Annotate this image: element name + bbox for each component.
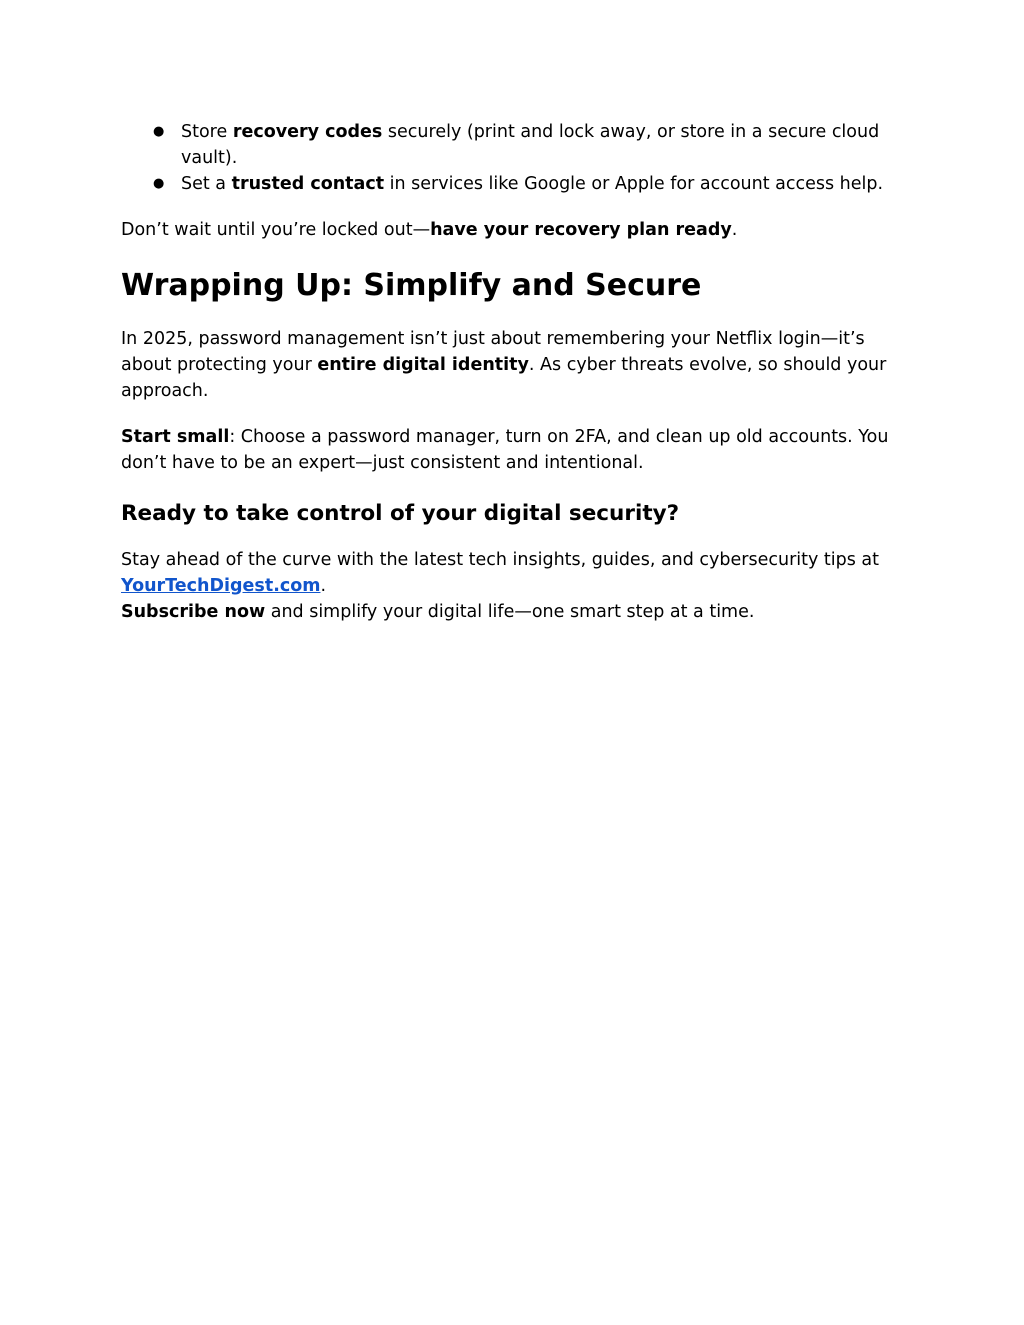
bullet-icon: ● [153,176,165,191]
intro-paragraph: In 2025, password management isn’t just about remembering your Netflix login—it’s about protecting your entire digital identity. As cyber threats evolve, so should your approach. [121,329,887,401]
bold-text: Subscribe now [121,602,266,622]
recovery-plan-note: Don’t wait until you’re locked out—have your recovery plan ready. [121,220,738,240]
subsection-heading: Ready to take control of your digital security? [121,501,680,526]
document-content [121,119,911,625]
site-link[interactable]: YourTechDigest.com [121,576,321,596]
bold-text: recovery codes [232,122,383,142]
bold-text: trusted contact [231,174,385,194]
start-small-paragraph: Start small: Choose a password manager, turn on 2FA, and clean up old accounts. You don’t have to be an expert—just consistent and intentional. [121,427,889,473]
list-item: ● Set a trusted contact in services like Google or Apple for account access help. [121,171,911,197]
recovery-tips-list [121,119,911,197]
section-heading: Wrapping Up: Simplify and Secure [121,268,702,303]
list-item: ● Store recovery codes securely (print and lock away, or store in a secure cloud vault). [121,119,911,171]
bold-text: have your recovery plan ready [430,220,732,240]
stay-ahead-paragraph: Stay ahead of the curve with the latest tech insights, guides, and cybersecurity tips at YourTechDigest.com. Subscribe now and simplify your digital life—one smart step at a time. [121,550,880,622]
bold-text: entire digital identity [317,355,529,375]
bullet-icon: ● [153,124,165,139]
bold-text: Start small [121,427,230,447]
